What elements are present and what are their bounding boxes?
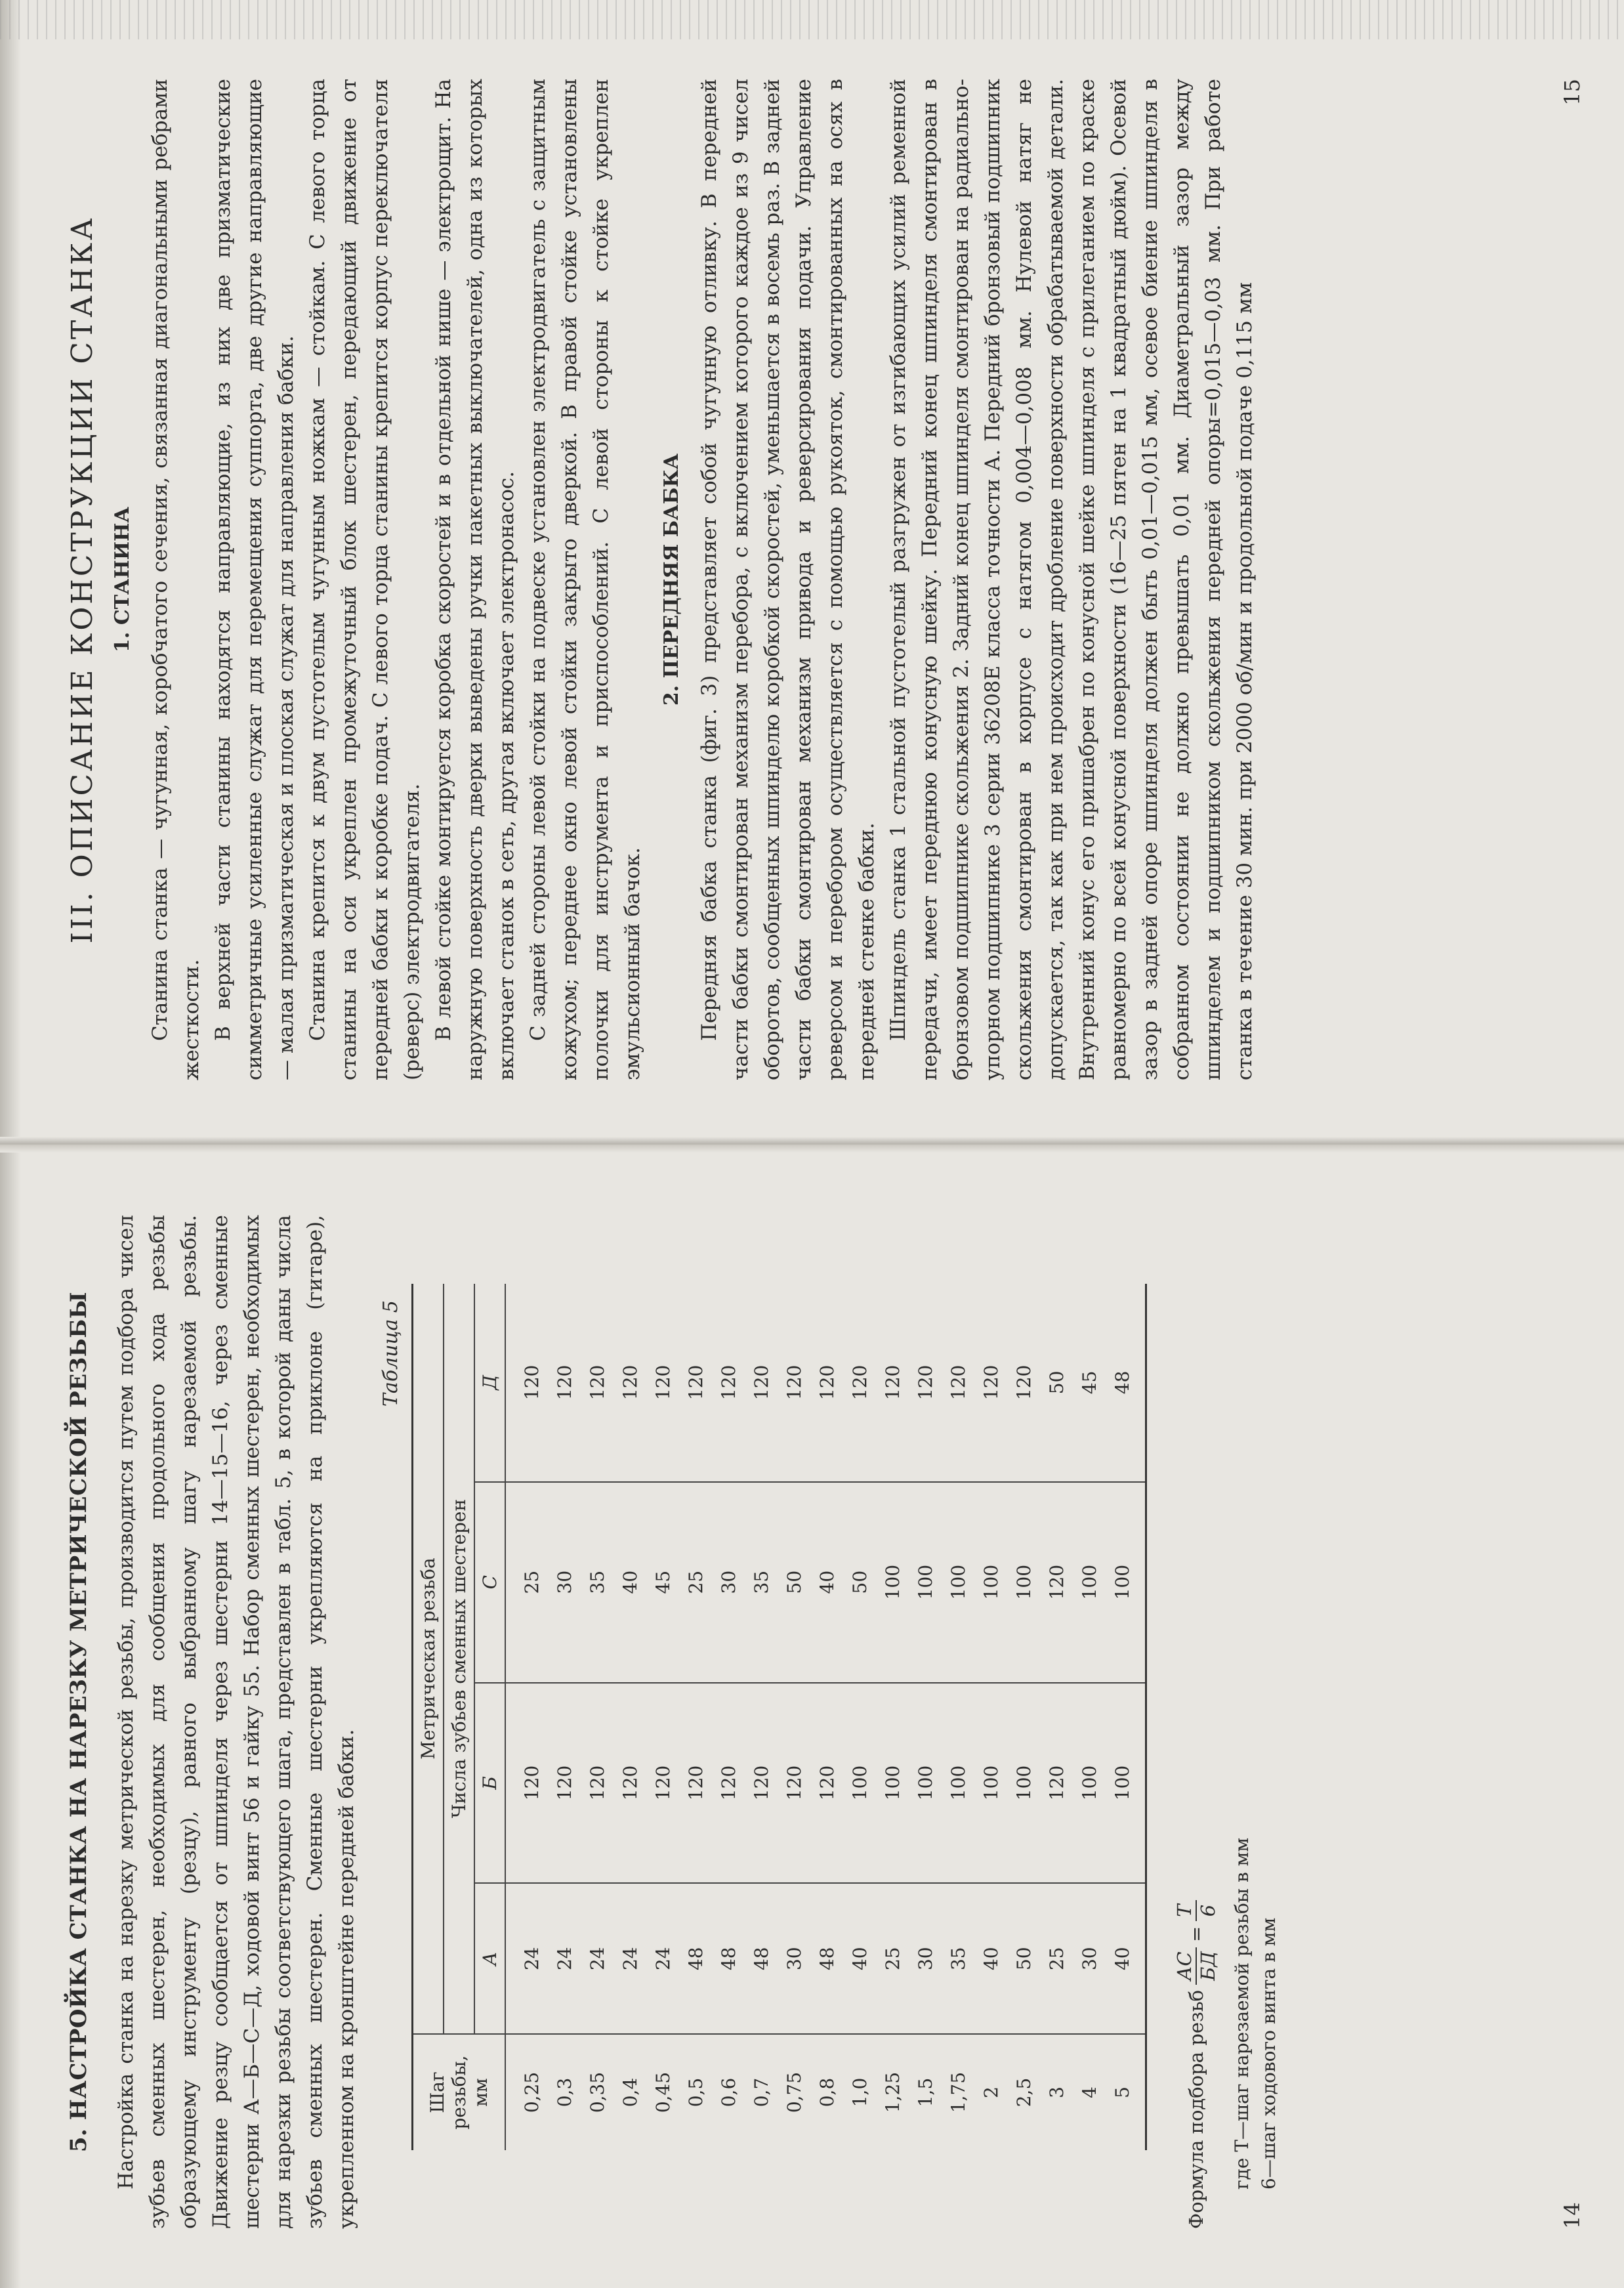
pitch-cell: 0,7 bbox=[745, 2034, 778, 2150]
body-paragraph: Станина станка — чугунная, коробчатого сечения, связанная диагональными ребрами жесткости. bbox=[148, 79, 203, 1080]
pitch-cell: 0,6 bbox=[712, 2034, 745, 2150]
teeth-cell: 100 bbox=[1106, 1683, 1146, 1884]
teeth-cell: 48 bbox=[712, 1883, 745, 2034]
teeth-cell: 100 bbox=[876, 1683, 909, 1884]
chapter-title: III. ОПИСАНИЕ КОНСТРУКЦИИ СТАНКА bbox=[66, 215, 99, 944]
scan-edge-marks bbox=[0, 0, 1624, 39]
gear-table bbox=[411, 1284, 1147, 2150]
teeth-cell: 48 bbox=[745, 1883, 778, 2034]
table-row bbox=[1106, 1284, 1146, 2150]
body-paragraph: Шпиндель станка 1 стальной пустотелый разгружен от изгибающих усилий ременной передачи, имеет переднюю конусную шейку. Передний конец шпинделя смонтирован в бронзовом подшипнике скольжения 2. Задний конец шпинделя смонтирован на радиально-упорном подшипнике 3 серии 36208Е класса точности А. Передний бронзовый подшипник скольжения смонтирован в корпусе с натягом 0,004—0,008 мм. Нулевой натяг не допускается, так как при нем происходит дробление поверхности обрабатываемой детали. Внутренний конус его пришабрен по конусной шейке шпинделя с прилеганием по краске равномерно по всей конусной поверхности (16—25 пятен на 1 квадратный дюйм). Осевой зазор в задней опоре шпинделя должен быть 0,01—0,015 мм, осевое биение шпинделя в собранном состоянии не должно превышать 0,01 мм. Диаметральный зазор между шпинделем и подшипником скольжения передней опоры=0,015—0,03 мм. При работе станка в течение 30 мин. при 2000 об/мин и продольной подаче 0,115 мм bbox=[886, 79, 1257, 1080]
teeth-cell: 100 bbox=[1007, 1482, 1040, 1683]
right-page bbox=[0, 0, 1624, 1143]
teeth-cell: 40 bbox=[614, 1482, 646, 1683]
teeth-cell: 30 bbox=[778, 1883, 810, 2034]
teeth-cell: 100 bbox=[1007, 1683, 1040, 1884]
teeth-cell: 120 bbox=[581, 1683, 614, 1884]
table-row bbox=[974, 1284, 1007, 2150]
teeth-cell: 100 bbox=[974, 1683, 1007, 1884]
teeth-cell: 120 bbox=[717, 1365, 739, 1401]
table-row bbox=[505, 1284, 548, 2150]
pitch-cell: 1,0 bbox=[843, 2034, 876, 2150]
formula-denominator: БД bbox=[1197, 1951, 1219, 1981]
teeth-cell: 100 bbox=[1106, 1482, 1146, 1683]
teeth-cell: 48 bbox=[679, 1883, 712, 2034]
subgroup-header: Числа зубьев сменных шестерен bbox=[444, 1284, 474, 2034]
teeth-cell: 120 bbox=[619, 1365, 641, 1401]
teeth-cell: 120 bbox=[778, 1683, 810, 1884]
table-row bbox=[679, 1284, 712, 2150]
section-2-title: 2. ПЕРЕДНЯЯ БАБКА bbox=[660, 453, 683, 706]
teeth-cell: 35 bbox=[745, 1482, 778, 1683]
formula-right-denominator: 6 bbox=[1197, 1904, 1219, 1917]
teeth-cell: 24 bbox=[646, 1883, 679, 2034]
teeth-cell: 120 bbox=[947, 1365, 969, 1401]
teeth-cell: 100 bbox=[876, 1482, 909, 1683]
pitch-cell: 1,75 bbox=[942, 2034, 974, 2150]
body-paragraph: В верхней части станины находятся направляющие, из них две призматические симметричные усиленные служат для перемещения суппорта, две другие направляющие — малая призматическая и плоская служат для направления бабки. bbox=[211, 79, 298, 1080]
pitch-cell: 1,25 bbox=[876, 2034, 909, 2150]
section-title: 5. НАСТРОЙКА СТАНКА НА НАРЕЗКУ МЕТРИЧЕСКОЙ РЕЗЬБЫ bbox=[66, 1291, 92, 2153]
teeth-cell: 120 bbox=[614, 1683, 646, 1884]
formula-numerator: АС bbox=[1173, 1947, 1197, 1984]
section-1-title: 1. СТАНИНА bbox=[111, 507, 134, 652]
col-c-header: С bbox=[474, 1482, 505, 1683]
table-row bbox=[1007, 1284, 1040, 2150]
teeth-cell: 120 bbox=[914, 1365, 936, 1401]
teeth-cell: 24 bbox=[505, 1883, 548, 2034]
teeth-cell: 120 bbox=[750, 1365, 772, 1401]
teeth-cell: 120 bbox=[684, 1365, 707, 1401]
teeth-cell: 25 bbox=[876, 1883, 909, 2034]
teeth-cell: 120 bbox=[646, 1683, 679, 1884]
body-paragraph: Станина крепится к двум пустотелым чугунным ножкам — стойкам. С левого торца станины на оси укреплен промежуточный блок шестерен, передающий движение от передней бабки к коробке подач. С левого торца станины крепится корпус переключателя (реверс) электродвигателя. bbox=[306, 79, 424, 1080]
teeth-cell: 24 bbox=[614, 1883, 646, 2034]
teeth-cell: 30 bbox=[712, 1482, 745, 1683]
pitch-cell: 1,5 bbox=[909, 2034, 942, 2150]
teeth-cell: 120 bbox=[881, 1365, 904, 1401]
teeth-cell: 100 bbox=[974, 1482, 1007, 1683]
body-paragraph: С задней стороны левой стойки на подвеске установлен электродвигатель с защитным кожухом; переднее окно левой стойки закрыто дверкой. В правой стойке установлены полочки для инструмента и приспособлений. С левой стороны к стойке укреплен эмульсионный бачок. bbox=[526, 79, 644, 1080]
teeth-cell: 50 bbox=[843, 1482, 876, 1683]
teeth-cell: 40 bbox=[810, 1482, 843, 1683]
left-page bbox=[0, 1143, 1624, 2288]
formula-note-leadscrew: 6—шаг ходового винта в мм bbox=[1258, 1917, 1280, 2190]
pitch-cell: 0,45 bbox=[646, 2034, 679, 2150]
pitch-cell: 0,25 bbox=[505, 2034, 548, 2150]
teeth-cell: 48 bbox=[1106, 1284, 1146, 1482]
pitch-cell: 0,5 bbox=[679, 2034, 712, 2150]
col-b-header: Б bbox=[474, 1683, 505, 1884]
pitch-cell: 5 bbox=[1106, 2034, 1146, 2150]
col-pitch-header: Шаг резьбы, мм bbox=[413, 2034, 506, 2150]
teeth-cell: 120 bbox=[810, 1683, 843, 1884]
section-2-body bbox=[694, 79, 1260, 1080]
teeth-cell: 120 bbox=[1040, 1683, 1073, 1884]
teeth-cell: 120 bbox=[848, 1365, 871, 1401]
table-row bbox=[778, 1284, 810, 2150]
formula-right-numerator: T bbox=[1173, 1900, 1197, 1920]
table-row bbox=[942, 1284, 974, 2150]
page-number-right: 15 bbox=[1560, 79, 1585, 106]
teeth-cell: 120 bbox=[1040, 1482, 1073, 1683]
teeth-cell: 100 bbox=[942, 1482, 974, 1683]
teeth-cell: 120 bbox=[1012, 1365, 1035, 1401]
teeth-cell: 120 bbox=[679, 1683, 712, 1884]
teeth-cell: 30 bbox=[1073, 1883, 1106, 2034]
teeth-cell: 50 bbox=[778, 1482, 810, 1683]
table-row bbox=[581, 1284, 614, 2150]
teeth-cell: 120 bbox=[980, 1365, 1002, 1401]
teeth-cell: 35 bbox=[581, 1482, 614, 1683]
pitch-cell: 0,35 bbox=[581, 2034, 614, 2150]
teeth-cell: 100 bbox=[909, 1482, 942, 1683]
teeth-cell: 48 bbox=[810, 1883, 843, 2034]
body-paragraph: Передняя бабка станка (фиг. 3) представляет собой чугунную отливку. В передней части бабки смонтирован механизм перебора, с включением которого каждое из 9 чисел оборотов, сообщенных шпинделю коробкой скоростей, уменьшается в восемь раз. В задней части бабки смонтирован механизм привода и реверсирования подачи. Управление реверсом и перебором осуществляется с помощью рукояток, смонтированных на осях в передней стенке бабки. bbox=[697, 79, 879, 1080]
pitch-cell: 2 bbox=[974, 2034, 1007, 2150]
teeth-cell: 40 bbox=[1106, 1883, 1146, 2034]
teeth-cell: 25 bbox=[679, 1482, 712, 1683]
table-row bbox=[646, 1284, 679, 2150]
teeth-cell: 120 bbox=[520, 1365, 543, 1401]
intro-paragraph: Настройка станка на нарезку метрической резьбы, производится путем подбора чисел зубьев сменных шестерен, необходимых для сообщения продольного хода резьбы образующему инструменту (резцу), равного выбранному шагу нарезаемой резьбы. Движение резцу сообщается от шпинделя через шестерни 14—15—16, через сменные шестерни А—Б—С—Д, ходовой винт 56 и гайку 55. Набор сменных шестерен, необходимых для нарезки резьбы соответствующего шага, представлен в табл. 5, в которой даны числа зубьев сменных шестерен. Сменные шестерни укрепляются на приклоне (гитаре), укрепленном на кронштейне передней бабки. bbox=[114, 1215, 358, 2229]
teeth-cell: 30 bbox=[548, 1482, 581, 1683]
formula-fraction-left bbox=[1173, 1947, 1219, 1985]
teeth-cell: 120 bbox=[652, 1365, 674, 1401]
teeth-cell: 120 bbox=[586, 1365, 608, 1401]
teeth-cell: 120 bbox=[548, 1683, 581, 1884]
teeth-cell: 24 bbox=[548, 1883, 581, 2034]
teeth-cell: 120 bbox=[783, 1365, 805, 1401]
table-row bbox=[909, 1284, 942, 2150]
pitch-cell: 2,5 bbox=[1007, 2034, 1040, 2150]
pitch-cell: 0,3 bbox=[548, 2034, 581, 2150]
table-row bbox=[614, 1284, 646, 2150]
formula-label: Формула подбора резьб bbox=[1185, 1989, 1207, 2229]
page-number-left: 14 bbox=[1560, 2202, 1585, 2229]
formula-note-pitch: где Т—шаг нарезаемой резьбы в мм bbox=[1231, 1837, 1253, 2190]
table-caption: Таблица 5 bbox=[379, 1300, 402, 1407]
teeth-cell: 40 bbox=[974, 1883, 1007, 2034]
table-row bbox=[712, 1284, 745, 2150]
teeth-cell: 120 bbox=[816, 1365, 838, 1401]
teeth-cell: 100 bbox=[909, 1683, 942, 1884]
teeth-cell: 25 bbox=[505, 1482, 548, 1683]
teeth-cell: 100 bbox=[1073, 1683, 1106, 1884]
teeth-cell: 50 bbox=[1007, 1883, 1040, 2034]
teeth-cell: 45 bbox=[1078, 1370, 1100, 1395]
gear-table-body bbox=[505, 1284, 1146, 2150]
table-row bbox=[548, 1284, 581, 2150]
table-row bbox=[876, 1284, 909, 2150]
teeth-cell: 45 bbox=[646, 1482, 679, 1683]
pitch-cell: 0,75 bbox=[778, 2034, 810, 2150]
teeth-cell: 100 bbox=[1073, 1482, 1106, 1683]
teeth-cell: 35 bbox=[942, 1883, 974, 2034]
col-a-header: А bbox=[474, 1883, 505, 2034]
teeth-cell: 120 bbox=[745, 1683, 778, 1884]
teeth-cell: 40 bbox=[843, 1883, 876, 2034]
table-row bbox=[810, 1284, 843, 2150]
table-row bbox=[1073, 1284, 1106, 2150]
table-row bbox=[843, 1284, 876, 2150]
body-paragraph: В левой стойке монтируется коробка скоростей и в отдельной нише — электрощит. На наружную поверхность дверки выведены ручки пакетных выключателей, одна из которых включает станок в сеть, другая включает электронасос. bbox=[432, 79, 518, 1080]
teeth-cell: 120 bbox=[712, 1683, 745, 1884]
pitch-cell: 3 bbox=[1040, 2034, 1073, 2150]
teeth-cell: 100 bbox=[843, 1683, 876, 1884]
formula-fraction-right bbox=[1173, 1900, 1219, 1920]
teeth-cell: 120 bbox=[505, 1683, 548, 1884]
group-header: Метрическая резьба bbox=[413, 1284, 444, 2034]
teeth-cell: 24 bbox=[581, 1883, 614, 2034]
col-d-header: Д bbox=[474, 1284, 505, 1482]
teeth-cell: 100 bbox=[942, 1683, 974, 1884]
pitch-cell: 0,8 bbox=[810, 2034, 843, 2150]
teeth-cell: 30 bbox=[909, 1883, 942, 2034]
formula-equals: = bbox=[1185, 1926, 1207, 1943]
formula bbox=[1173, 1215, 1219, 2229]
section-1-body bbox=[144, 79, 648, 1080]
teeth-cell: 25 bbox=[1040, 1883, 1073, 2034]
teeth-cell: 120 bbox=[553, 1365, 575, 1401]
pitch-cell: 4 bbox=[1073, 2034, 1106, 2150]
teeth-cell: 50 bbox=[1045, 1370, 1068, 1395]
pitch-cell: 0,4 bbox=[614, 2034, 646, 2150]
table-row bbox=[745, 1284, 778, 2150]
table-row bbox=[1040, 1284, 1073, 2150]
